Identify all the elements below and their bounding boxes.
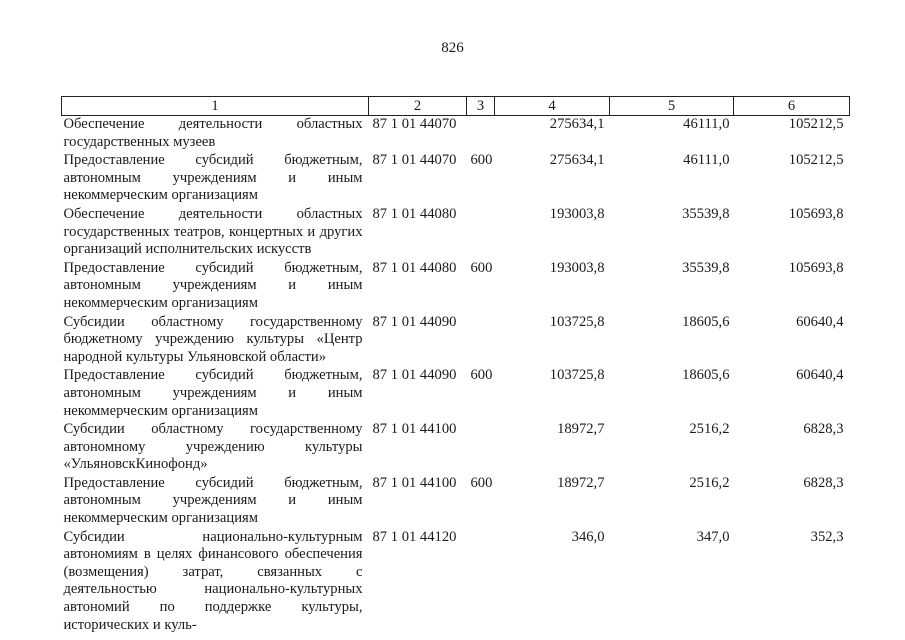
- row-value-col5-cell: 18605,6: [682, 367, 730, 384]
- row-code-cell: 87 1 01 44100: [372, 421, 457, 438]
- row-code-cell: 87 1 01 44100: [372, 474, 457, 491]
- page-number: 826: [441, 40, 464, 56]
- row-value-col6-cell: 60640,4: [796, 313, 844, 330]
- table-row: [62, 314, 850, 368]
- row-value-col5-cell: 35539,8: [682, 259, 730, 276]
- row-name-cell: Предоставление субсидий бюджетным, автономным учреждениям и иным некоммерческим организациям: [63, 367, 363, 419]
- row-value-col5-cell: 46111,0: [683, 116, 730, 132]
- row-expense-type-cell: 600: [470, 367, 493, 384]
- row-expense-type-cell: [467, 116, 495, 153]
- row-code-cell: 87 1 01 44090: [372, 313, 457, 330]
- row-code-cell: 87 1 01 44070: [372, 152, 457, 169]
- header-col-2: 2: [369, 97, 467, 116]
- row-value-col5-cell: 35539,8: [682, 205, 730, 222]
- header-col-5: 5: [610, 97, 734, 116]
- row-value-col4-cell: 275634,1: [549, 152, 605, 169]
- row-name-cell: Субсидии национально-культурным автономиям в целях финансового обеспечения (возмещения) затрат, связанных с деятельностью национально-культурных автономий по поддержке культуры, исторических и куль-: [63, 528, 363, 633]
- table-header: [62, 97, 850, 116]
- row-value-col6-cell: 105212,5: [788, 152, 844, 169]
- row-value-col4-cell: 346,0: [571, 528, 605, 545]
- row-expense-type-cell: 600: [470, 259, 493, 276]
- row-value-col6-cell: 60640,4: [796, 367, 844, 384]
- row-name-cell: Субсидии областному государственному бюджетному учреждению культуры «Центр народной культуры Ульяновской области»: [63, 313, 363, 365]
- table-row: [62, 367, 850, 421]
- table-row: [62, 529, 850, 636]
- table-row: [62, 421, 850, 475]
- row-value-col4-cell: 275634,1: [549, 116, 605, 132]
- row-expense-type-cell: [467, 206, 495, 260]
- row-value-col4-cell: 193003,8: [549, 205, 605, 222]
- row-name-cell: Обеспечение деятельности областных государственных театров, концертных и других организаций исполнительских искусств: [63, 205, 363, 258]
- table-row: [62, 260, 850, 314]
- row-name-cell: Обеспечение деятельности областных государственных музеев: [63, 116, 363, 150]
- row-expense-type-cell: [467, 529, 495, 636]
- row-name-cell: Субсидии областному государственному автономному учреждению культуры «УльяновскКинофонд»: [63, 421, 363, 473]
- row-code-cell: 87 1 01 44080: [372, 259, 457, 276]
- row-expense-type-cell: 600: [470, 474, 493, 491]
- row-value-col4-cell: 18972,7: [557, 474, 605, 491]
- row-value-col6-cell: 105693,8: [788, 205, 844, 222]
- row-value-col4-cell: 103725,8: [549, 367, 605, 384]
- row-value-col6-cell: 352,3: [810, 528, 844, 545]
- table-row: [62, 206, 850, 260]
- row-name-cell: Предоставление субсидий бюджетным, автономным учреждениям и иным некоммерческим организациям: [63, 152, 363, 204]
- table-body: [62, 116, 850, 636]
- row-value-col6-cell: 105212,5: [788, 116, 844, 132]
- row-code-cell: 87 1 01 44080: [372, 205, 457, 222]
- budget-table: [61, 96, 850, 635]
- header-col-4: 4: [495, 97, 610, 116]
- row-name-cell: Предоставление субсидий бюджетным, автономным учреждениям и иным некоммерческим организациям: [63, 474, 363, 527]
- table-row: [62, 475, 850, 529]
- row-value-col4-cell: 18972,7: [557, 421, 605, 438]
- row-code-cell: 87 1 01 44070: [372, 116, 457, 132]
- row-expense-type-cell: 600: [470, 152, 493, 169]
- header-col-6: 6: [734, 97, 850, 116]
- table-row: [62, 116, 850, 153]
- row-value-col5-cell: 2516,2: [689, 474, 730, 491]
- row-code-cell: 87 1 01 44090: [372, 367, 457, 384]
- row-code-cell: 87 1 01 44120: [372, 528, 457, 545]
- row-value-col5-cell: 46111,0: [683, 152, 730, 169]
- row-value-col6-cell: 105693,8: [788, 259, 844, 276]
- row-name-cell: Предоставление субсидий бюджетным, автономным учреждениям и иным некоммерческим организациям: [63, 259, 363, 311]
- row-value-col4-cell: 193003,8: [549, 259, 605, 276]
- row-value-col5-cell: 18605,6: [682, 313, 730, 330]
- row-expense-type-cell: [467, 314, 495, 368]
- row-value-col5-cell: 347,0: [696, 528, 730, 545]
- row-value-col5-cell: 2516,2: [689, 421, 730, 438]
- row-value-col6-cell: 6828,3: [803, 421, 844, 438]
- header-col-3: 3: [467, 97, 495, 116]
- table-row: [62, 152, 850, 206]
- header-col-1: 1: [62, 97, 369, 116]
- row-value-col4-cell: 103725,8: [549, 313, 605, 330]
- row-value-col6-cell: 6828,3: [803, 474, 844, 491]
- row-expense-type-cell: [467, 421, 495, 475]
